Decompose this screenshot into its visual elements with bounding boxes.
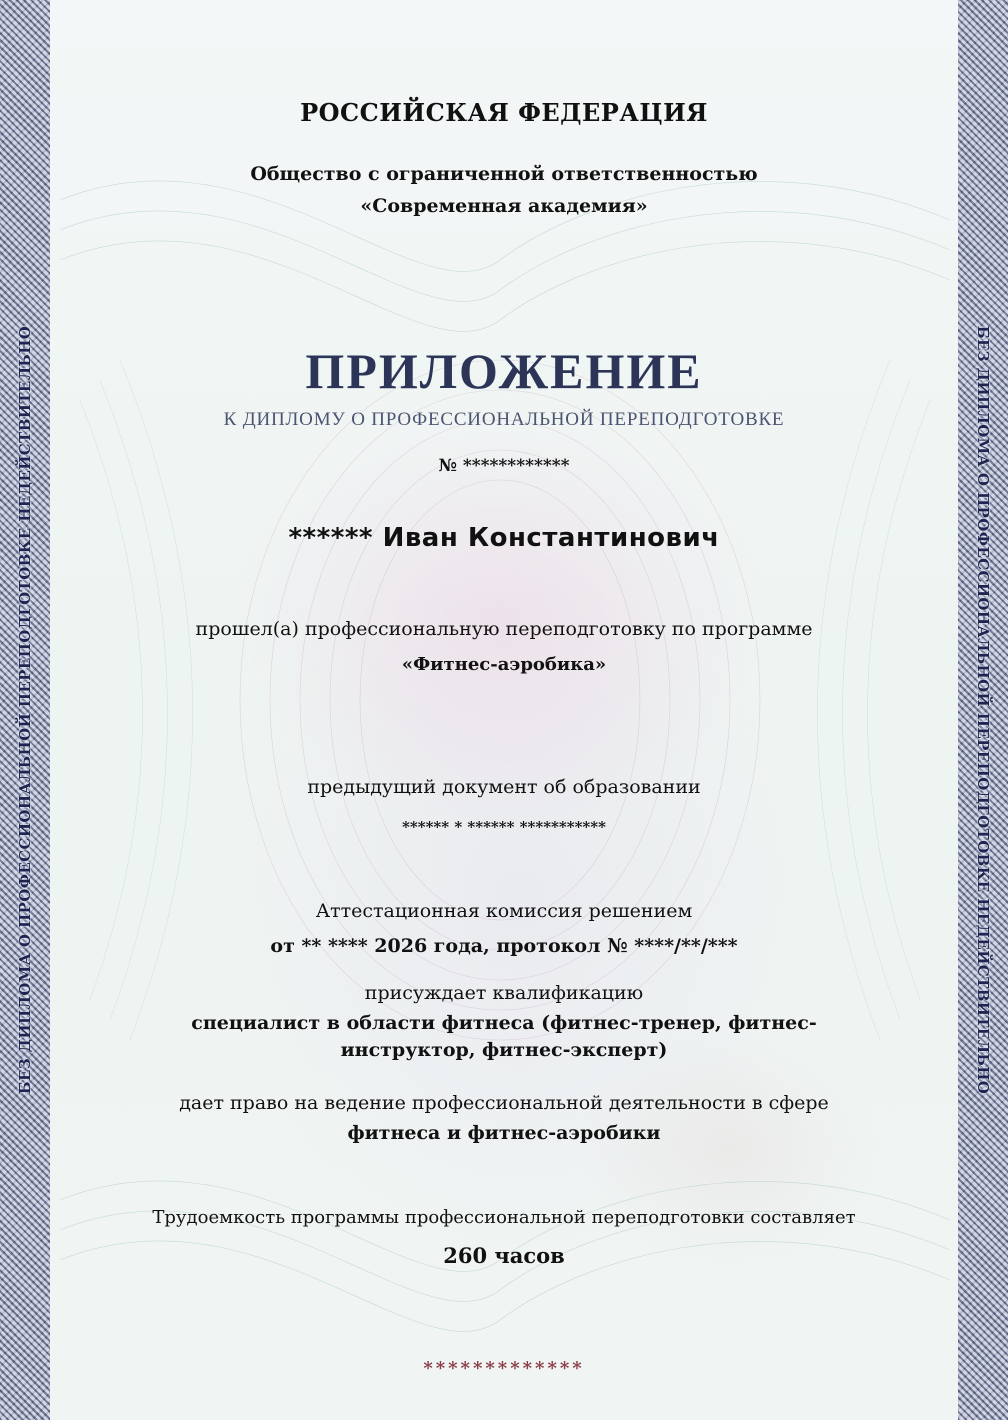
holder-name: ****** Иван Константинович (288, 523, 720, 553)
commission-label: Аттестационная комиссия решением (315, 900, 693, 922)
country-heading: РОССИЙСКАЯ ФЕДЕРАЦИЯ (300, 98, 708, 127)
workload-hours: 260 часов (443, 1243, 565, 1268)
workload-label: Трудоемкость программы профессиональной переподготовки составляет (152, 1207, 856, 1228)
organization-name: «Современная академия» (360, 195, 648, 217)
program-intro-text: прошел(а) профессиональную переподготовку по программе (195, 618, 813, 640)
qualification-line-1: специалист в области фитнеса (фитнес-тренер, фитнес- (191, 1012, 817, 1034)
organization-type: Общество с ограниченной ответственностью (250, 163, 758, 185)
rights-line-2: фитнеса и фитнес-аэробики (347, 1122, 661, 1144)
rights-line-1: дает право на ведение профессиональной деятельности в сфере (179, 1092, 829, 1114)
left-border-text: БЕЗ ДИПЛОМА О ПРОФЕССИОНАЛЬНОЙ ПЕРЕПОДГОТОВКЕ НЕДЕЙСТВИТЕЛЬНО (16, 325, 34, 1095)
previous-document-value: ****** * ****** *********** (402, 818, 606, 836)
previous-document-label: предыдущий документ об образовании (307, 776, 701, 798)
qualification-label: присуждает квалификацию (364, 982, 644, 1004)
program-name: «Фитнес-аэробика» (401, 654, 607, 675)
right-border-text: БЕЗ ДИПЛОМА О ПРОФЕССИОНАЛЬНОЙ ПЕРЕПОДГОТОВКЕ НЕДЕЙСТВИТЕЛЬНО (974, 325, 992, 1095)
document-number: № ************ (438, 456, 570, 476)
document-subtitle: К ДИПЛОМУ О ПРОФЕССИОНАЛЬНОЙ ПЕРЕПОДГОТОВКЕ (223, 409, 785, 430)
qualification-line-2: инструктор, фитнес-эксперт) (340, 1039, 668, 1061)
serial-number: ************* (423, 1358, 585, 1379)
document-title: ПРИЛОЖЕНИЕ (305, 343, 703, 399)
commission-decision: от ** **** 2026 года, протокол № ****/**/*** (270, 935, 738, 957)
